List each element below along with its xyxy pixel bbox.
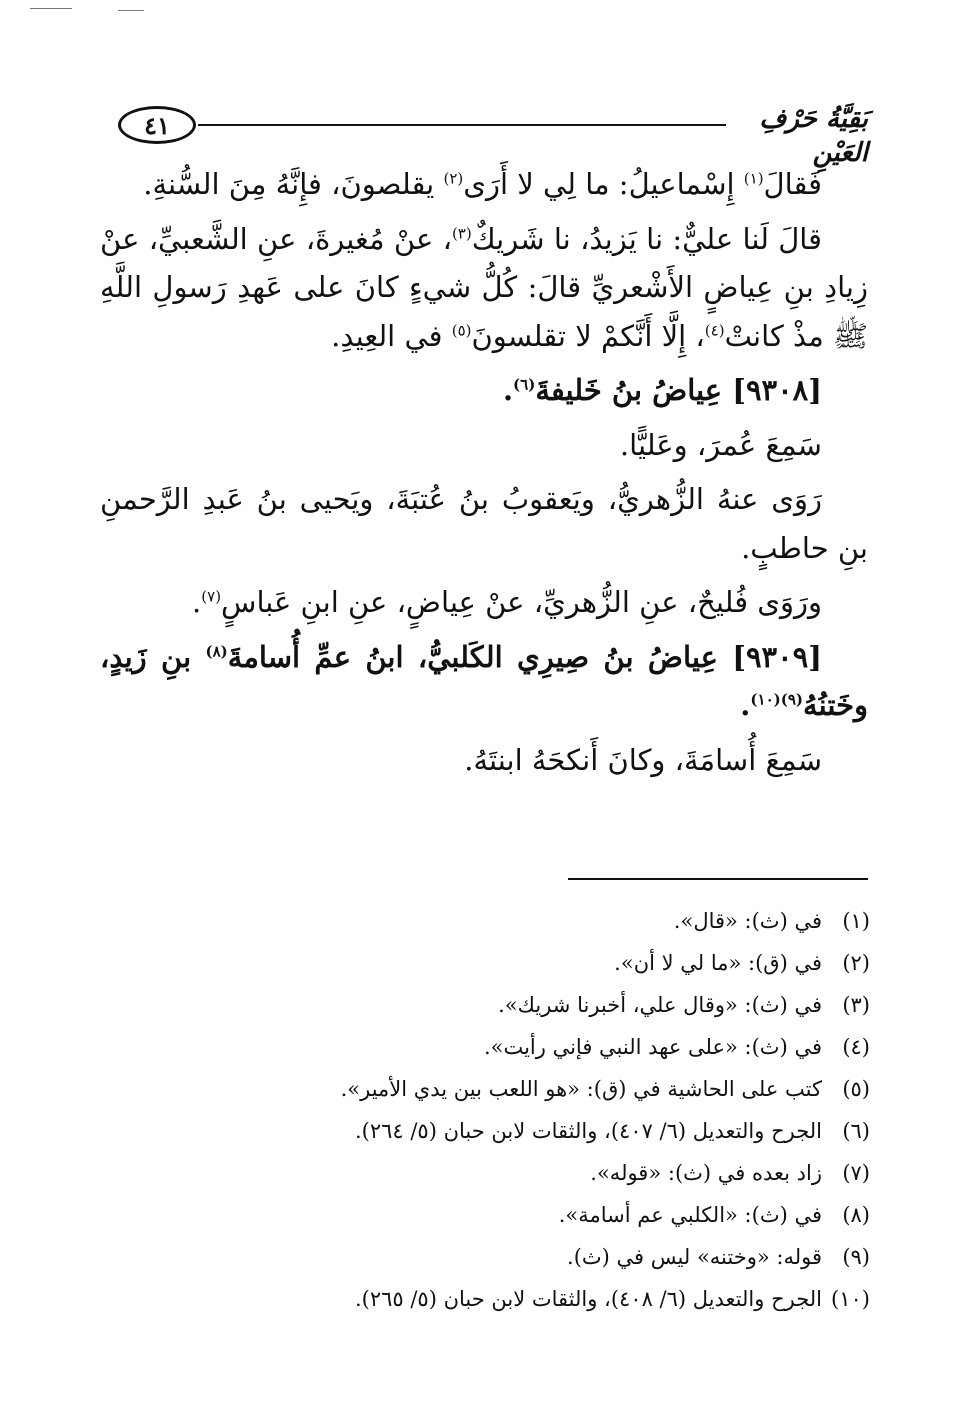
entry-number: [٩٣٠٩] <box>732 639 822 674</box>
paragraph-3: سَمِعَ عُمرَ، وعَليًّا. <box>619 427 822 462</box>
footnote-text: في (ث): «وقال علي، أخبرنا شريك». <box>498 993 822 1017</box>
footnote-number: (١٠) <box>831 1287 870 1311</box>
footnote-number: (٢) <box>842 951 870 975</box>
footnote-number: (٦) <box>842 1119 870 1143</box>
entry-9309: [٩٣٠٩] عِياضُ بنُ صِيرِي الكَلبيُّ، ابنُ عمِّ أُسامةَ$^{(٨)}$ بنِ زَيدٍ، وخَتنُهُ$^{(٩)(١٠)}$. <box>100 639 868 722</box>
footnote-item <box>100 984 870 1026</box>
paragraph-5: ورَوَى فُليحٌ، عنِ الزُّهريِّ، عنْ عِياضٍ، عنِ ابنِ عَباسٍ$^{(٧)}$. <box>192 585 822 619</box>
footnote-item <box>100 942 870 984</box>
footnote-text: في (ث): «الكلبي عم أسامة». <box>558 1203 822 1227</box>
footnote-text: في (ق): «ما لي لا أن». <box>614 951 822 975</box>
footnote-ref: (٢) <box>443 169 464 188</box>
footnote-text: زاد بعده في (ث): «قوله». <box>590 1161 822 1185</box>
footnote-ref: (١) <box>743 169 764 188</box>
footnote-ref: (٨) <box>205 641 228 660</box>
footnote-item <box>100 1110 870 1152</box>
footnote-text: قوله: «وختنه» ليس في (ث). <box>567 1245 822 1269</box>
footnote-number: (٨) <box>842 1203 870 1227</box>
footnote-item <box>100 1194 870 1236</box>
footnote-ref: (٣) <box>451 223 472 242</box>
running-title: بَقِيَّةُ حَرْفِ العَيْنِ <box>759 104 868 168</box>
footnote-ref: (٧) <box>201 587 222 606</box>
footnote-item <box>100 1236 870 1278</box>
footnote-text: الجرح والتعديل (٦/ ٤٠٧)، والثقات لابن حبان (٥/ ٢٦٤). <box>354 1119 822 1143</box>
footnote-item <box>100 1152 870 1194</box>
footnote-item <box>100 1278 870 1320</box>
footnote-text: في (ث): «قال». <box>673 909 822 933</box>
footnote-text: في (ث): «على عهد النبي فإني رأيت». <box>483 1035 822 1059</box>
footnote-number: (٥) <box>842 1077 870 1101</box>
page-header <box>118 96 868 168</box>
footnote-text: الجرح والتعديل (٦/ ٤٠٨)، والثقات لابن حبان (٥/ ٢٦٥). <box>354 1287 822 1311</box>
header-rule <box>198 124 726 126</box>
footnote-item <box>100 1026 870 1068</box>
paragraph-4: رَوَى عنهُ الزُّهريُّ، ويَعقوبُ بنُ عُتبَةَ، ويَحيى بنُ عَبدِ الرَّحمنِ بنِ حاطبٍ. <box>100 482 868 565</box>
page-number: ٤١ <box>118 106 196 144</box>
entry-name: عِياضُ بنُ صِيرِي الكَلبيُّ، ابنُ عمِّ أُسامةَ <box>227 639 733 674</box>
paragraph-6: سَمِعَ أُسامَةَ، وكانَ أَنكحَهُ ابنتَهُ. <box>464 742 822 777</box>
footnote-ref: (٦) <box>513 375 536 394</box>
footnote-text: كتب على الحاشية في (ق): «هو اللعب بين يدي الأمير». <box>340 1077 822 1101</box>
entry-name: عِياضُ بنُ خَليفةَ <box>535 373 733 407</box>
footnote-ref: (٩)(١٠) <box>750 690 804 709</box>
footnote-item <box>100 900 870 942</box>
entry-number: [٩٣٠٨] <box>732 373 822 407</box>
footnote-ref: (٥) <box>451 320 472 339</box>
footnote-number: (٤) <box>842 1035 870 1059</box>
main-text <box>100 160 868 784</box>
footnote-ref: (٤) <box>704 320 725 339</box>
footnote-number: (٩) <box>842 1245 870 1269</box>
footnote-number: (١) <box>842 909 870 933</box>
top-crop-marks <box>30 8 150 20</box>
paragraph-2: قالَ لَنا عليٌّ: نا يَزيدُ، نا شَريكٌ$^{(٣)}$، عنْ مُغيرةَ، عنِ الشَّعبيِّ، عنْ زِيادِ بنِ عِياضٍ الأَشْعريِّ قالَ: كُلُّ شيءٍ كانَ على عَهدِ رَسولِ اللَّهِ ﷺ مذْ كانتْ$^{(٤)}$، إِلَّا أَنَّكمْ لا تقلسونَ$^{(٥)}$ في العِيدِ. <box>100 221 868 353</box>
footnote-number: (٣) <box>842 993 870 1017</box>
footnote-number: (٧) <box>842 1161 870 1185</box>
entry-9308: [٩٣٠٨] عِياضُ بنُ خَليفةَ$^{(٦)}$. <box>502 373 822 407</box>
footnotes <box>100 900 870 1320</box>
footnote-separator <box>568 878 868 880</box>
paragraph-1: فَقالَ$^{(١)}$ إِسْماعيلُ: ما لِي لا أَرَى$^{(٢)}$ يقلصونَ، فإِنَّهُ مِنَ السُّنةِ. <box>143 167 822 201</box>
footnote-item <box>100 1068 870 1110</box>
